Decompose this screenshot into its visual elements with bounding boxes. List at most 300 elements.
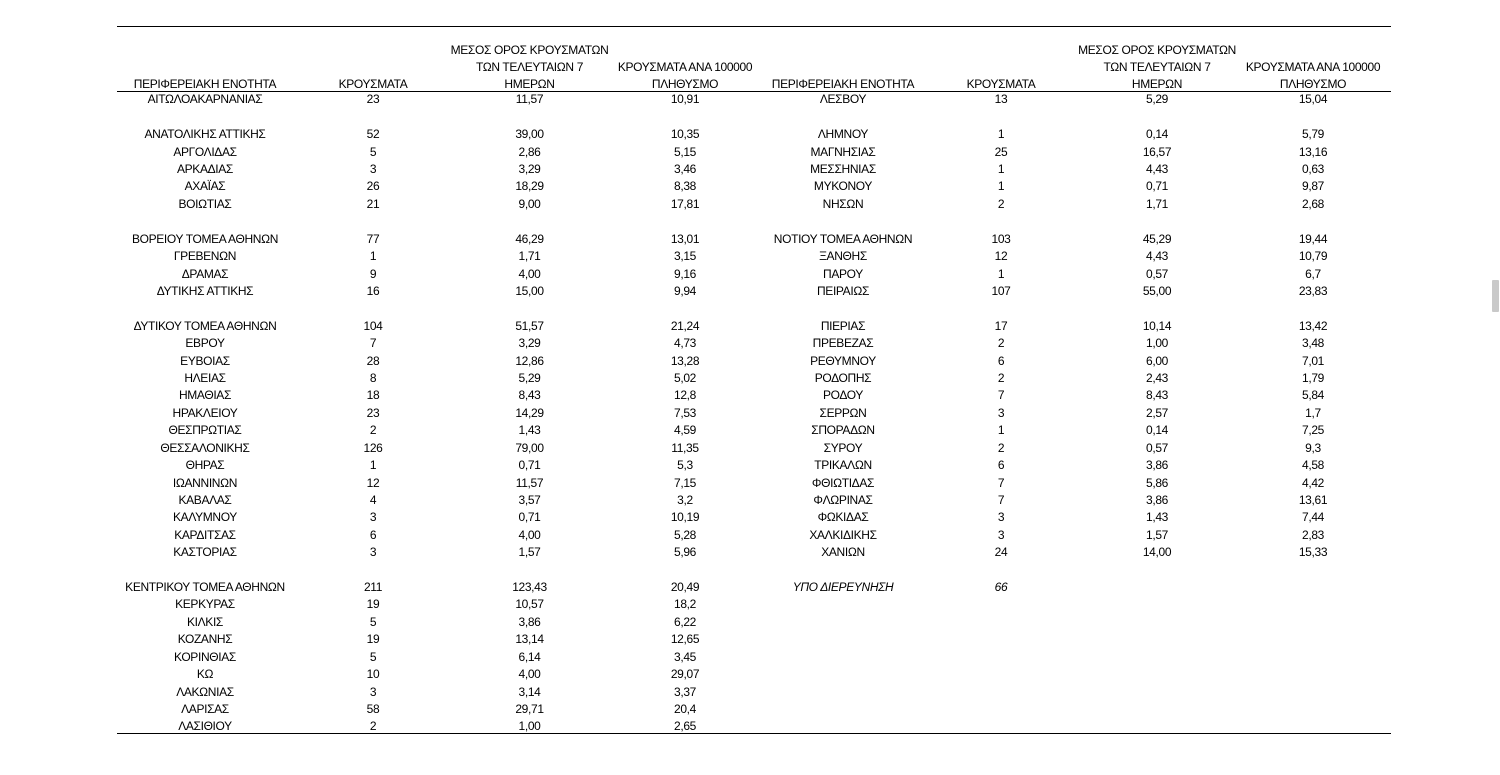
- table-row: [117, 126, 764, 143]
- per-100k-cell: 3,37: [674, 684, 696, 699]
- region-name-cell: ΡΟΔΟΥ: [822, 388, 864, 403]
- cases-cell: 5: [369, 649, 377, 664]
- cases-cell: 2: [997, 196, 1005, 211]
- region-name-cell: ΚΕΡΚΥΡΑΣ: [175, 597, 235, 612]
- region-name-cell: ΙΩΑΝΝΙΝΩΝ: [172, 475, 238, 490]
- table-row: [117, 701, 764, 718]
- seven-day-average-cell: 8,43: [1146, 388, 1168, 403]
- region-name-cell: ΦΛΩΡΙΝΑΣ: [813, 492, 873, 507]
- seven-day-average-cell: 51,57: [515, 318, 544, 333]
- left-rows: [117, 0, 764, 775]
- table-row: [117, 596, 764, 613]
- cases-cell: 2: [369, 423, 377, 438]
- table-row: [764, 492, 1392, 509]
- cases-cell: 7: [997, 492, 1005, 507]
- per-100k-cell: 8,38: [674, 179, 696, 194]
- cases-cell: 107: [991, 283, 1011, 298]
- table-row: [764, 248, 1392, 265]
- region-name-cell: ΚΑΡΔΙΤΣΑΣ: [174, 527, 236, 542]
- region-name-cell: ΚΙΛΚΙΣ: [186, 614, 223, 629]
- per-100k-cell: 10,35: [670, 127, 700, 142]
- seven-day-average-cell: 2,57: [1146, 405, 1168, 420]
- table-row: [764, 91, 1392, 108]
- region-name-cell: ΘΕΣΠΡΩΤΙΑΣ: [168, 423, 242, 438]
- cases-cell: 3: [369, 684, 377, 699]
- per-100k-cell: 2,83: [1302, 527, 1324, 542]
- table-row: [117, 318, 764, 335]
- cases-cell: 8: [369, 371, 377, 386]
- region-name-cell: ΠΕΙΡΑΙΩΣ: [816, 283, 870, 298]
- per-100k-cell: 5,79: [1302, 127, 1324, 142]
- cases-cell: 1: [369, 458, 377, 473]
- table-row: [117, 666, 764, 683]
- seven-day-average-cell: 9,00: [518, 196, 541, 211]
- per-100k-cell: 21,24: [670, 318, 700, 333]
- table-row: [117, 266, 764, 283]
- region-name-cell: ΔΥΤΙΚΟΥ ΤΟΜΕΑ ΑΘΗΝΩΝ: [133, 318, 277, 333]
- region-name-cell: ΣΥΡΟΥ: [823, 440, 863, 455]
- cases-cell: 24: [994, 545, 1008, 560]
- seven-day-average-cell: 1,43: [518, 423, 541, 438]
- seven-day-average-cell: 0,14: [1146, 127, 1168, 142]
- region-name-cell: ΡΕΘΥΜΝΟΥ: [810, 353, 876, 368]
- scrollbar-thumb[interactable]: [1492, 280, 1499, 312]
- table-row: [764, 440, 1392, 457]
- cases-cell: 13: [994, 92, 1008, 107]
- seven-day-average-cell: 1,57: [1146, 527, 1168, 542]
- table-row: [764, 353, 1392, 370]
- seven-day-average-cell: 0,71: [518, 510, 541, 525]
- region-name-cell: ΧΑΛΚΙΔΙΚΗΣ: [809, 527, 877, 542]
- region-name-cell: ΝΗΣΩΝ: [822, 196, 864, 211]
- region-name-cell: ΑΙΤΩΛΟΑΚΑΡΝΑΝΙΑΣ: [147, 92, 263, 107]
- per-100k-cell: 12,8: [674, 388, 696, 403]
- left-table-block: [117, 0, 764, 775]
- table-row: [764, 126, 1392, 143]
- per-100k-cell: 15,04: [1298, 92, 1328, 107]
- cases-cell: 1: [997, 161, 1005, 176]
- table-row: [117, 405, 764, 422]
- per-100k-cell: 5,15: [674, 144, 696, 159]
- region-name-cell: ΚΕΝΤΡΙΚΟΥ ΤΟΜΕΑ ΑΘΗΝΩΝ: [125, 580, 285, 595]
- seven-day-average-cell: 1,00: [518, 719, 541, 734]
- seven-day-average-cell: 6,00: [1146, 353, 1168, 368]
- cases-cell: 3: [997, 510, 1005, 525]
- seven-day-average-cell: 3,86: [1146, 458, 1168, 473]
- region-name-cell: ΦΩΚΙΔΑΣ: [817, 510, 869, 525]
- header-line: ΚΡΟΥΣΜΑΤΑ ΑΝΑ 100000: [1245, 59, 1381, 74]
- region-name-cell: ΕΒΡΟΥ: [185, 336, 225, 351]
- table-row: [764, 335, 1392, 352]
- cases-cell: 2: [997, 371, 1005, 386]
- seven-day-average-cell: 4,00: [518, 667, 541, 682]
- seven-day-average-cell: 0,71: [1146, 179, 1168, 194]
- region-name-cell: ΑΝΑΤΟΛΙΚΗΣ ΑΤΤΙΚΗΣ: [144, 127, 266, 142]
- table-row: [117, 161, 764, 178]
- seven-day-average-cell: 6,14: [518, 649, 541, 664]
- seven-day-average-cell: 4,00: [518, 527, 541, 542]
- table-row: [117, 631, 764, 648]
- table-row: [117, 457, 764, 474]
- cases-cell: 77: [366, 231, 380, 246]
- seven-day-average-cell: 10,57: [515, 597, 544, 612]
- per-100k-cell: 29,07: [670, 667, 700, 682]
- seven-day-average-cell: 79,00: [515, 440, 544, 455]
- region-name-cell: ΛΑΣΙΘΙΟΥ: [178, 719, 232, 734]
- region-name-cell: ΚΟΡΙΝΘΙΑΣ: [174, 649, 236, 664]
- seven-day-average-cell: 14,00: [1142, 545, 1172, 560]
- region-name-cell: ΠΑΡΟΥ: [823, 266, 863, 281]
- region-name-cell: ΗΜΑΘΙΑΣ: [178, 388, 232, 403]
- table-row: [764, 457, 1392, 474]
- seven-day-average-cell: 0,71: [518, 458, 541, 473]
- right-rows: [764, 0, 1392, 775]
- under-investigation-label: ΥΠΟ ΔΙΕΡΕΥΝΗΣΗ: [792, 580, 894, 595]
- cases-cell: 58: [366, 702, 380, 716]
- under-investigation-cases: 66: [994, 580, 1008, 595]
- header-line: ΤΩΝ ΤΕΛΕΥΤΑΙΩΝ 7: [1103, 59, 1211, 74]
- table-row: [117, 248, 764, 265]
- per-100k-cell: 7,44: [1302, 510, 1324, 525]
- per-100k-cell: 4,58: [1302, 458, 1324, 473]
- per-100k-cell: 6,7: [1305, 266, 1321, 281]
- table-row: [117, 614, 764, 631]
- region-name-cell: ΔΡΑΜΑΣ: [181, 266, 229, 281]
- region-name-cell: ΒΟΙΩΤΙΑΣ: [178, 196, 232, 211]
- header-line: ΠΛΗΘΥΣΜΟ: [1279, 76, 1347, 91]
- per-100k-cell: 4,73: [674, 336, 696, 351]
- region-name-cell: ΚΟΖΑΝΗΣ: [177, 632, 233, 647]
- seven-day-average-cell: 13,14: [515, 632, 544, 647]
- header-line: ΗΜΕΡΩΝ: [504, 76, 555, 91]
- per-100k-cell: 13,01: [670, 231, 700, 246]
- region-name-cell: ΠΡΕΒΕΖΑΣ: [812, 336, 874, 351]
- per-100k-cell: 20,4: [674, 702, 696, 716]
- region-name-cell: ΘΕΣΣΑΛΟΝΙΚΗΣ: [160, 440, 250, 455]
- seven-day-average-cell: 2,43: [1146, 371, 1168, 386]
- seven-day-average-cell: 2,86: [518, 144, 541, 159]
- cases-cell: 3: [997, 405, 1005, 420]
- table-row: [764, 231, 1392, 248]
- region-name-cell: ΦΘΙΩΤΙΔΑΣ: [811, 475, 875, 490]
- cases-cell: 126: [363, 440, 383, 455]
- per-100k-cell: 5,96: [674, 545, 696, 560]
- per-100k-cell: 12,65: [670, 632, 700, 647]
- seven-day-average-cell: 3,86: [1146, 492, 1168, 507]
- per-100k-cell: 7,53: [674, 405, 696, 420]
- per-100k-cell: 0,63: [1302, 161, 1324, 176]
- table-row: [764, 370, 1392, 387]
- per-100k-cell: 2,68: [1302, 196, 1324, 211]
- cases-cell: 7: [997, 475, 1005, 490]
- seven-day-average-cell: 4,00: [518, 266, 541, 281]
- per-100k-cell: 10,91: [670, 92, 700, 107]
- seven-day-average-cell: 55,00: [1142, 283, 1172, 298]
- region-name-cell: ΚΑΣΤΟΡΙΑΣ: [173, 545, 237, 560]
- per-100k-cell: 15,33: [1298, 545, 1328, 560]
- cases-cell: 104: [363, 318, 383, 333]
- per-100k-cell: 3,46: [674, 161, 696, 176]
- per-100k-cell: 7,01: [1302, 353, 1324, 368]
- cases-cell: 1: [997, 266, 1005, 281]
- cases-cell: 3: [369, 545, 377, 560]
- region-name-cell: ΘΗΡΑΣ: [185, 458, 225, 473]
- cases-cell: 12: [994, 249, 1008, 264]
- seven-day-average-cell: 1,57: [518, 545, 541, 560]
- region-name-cell: ΕΥΒΟΙΑΣ: [180, 353, 230, 368]
- per-100k-cell: 3,48: [1302, 336, 1324, 351]
- right-table-block: [764, 0, 1392, 775]
- table-row: [117, 509, 764, 526]
- table-row: [764, 387, 1392, 404]
- seven-day-average-cell: 29,71: [515, 702, 544, 716]
- per-100k-cell: 6,22: [674, 614, 696, 629]
- per-100k-cell: 20,49: [670, 580, 700, 595]
- table-row: [764, 144, 1392, 161]
- table-row: [117, 649, 764, 666]
- table-row: [764, 196, 1392, 213]
- per-100k-cell: 1,79: [1302, 371, 1324, 386]
- seven-day-average-cell: 5,86: [1146, 475, 1168, 490]
- header-line: ΚΡΟΥΣΜΑΤΑ ΑΝΑ 100000: [617, 59, 753, 74]
- cases-cell: 18: [366, 388, 380, 403]
- cases-cell: 25: [994, 144, 1008, 159]
- region-name-cell: ΠΙΕΡΙΑΣ: [820, 318, 866, 333]
- region-name-cell: ΛΑΚΩΝΙΑΣ: [176, 684, 234, 699]
- header-line: ΠΕΡΙΦΕΡΕΙΑΚΗ ΕΝΟΤΗΤΑ: [133, 76, 277, 91]
- seven-day-average-cell: 3,29: [518, 336, 541, 351]
- cases-cell: 1: [997, 127, 1005, 142]
- cases-cell: 5: [369, 144, 377, 159]
- cases-cell: 16: [366, 283, 380, 298]
- seven-day-average-cell: 46,29: [515, 231, 544, 246]
- region-name-cell: ΛΕΣΒΟΥ: [819, 92, 867, 107]
- region-name-cell: ΗΡΑΚΛΕΙΟΥ: [172, 405, 238, 420]
- table-row: [117, 579, 764, 596]
- cases-cell: 2: [997, 440, 1005, 455]
- seven-day-average-cell: 11,57: [515, 92, 544, 107]
- region-name-cell: ΒΟΡΕΙΟΥ ΤΟΜΕΑ ΑΘΗΝΩΝ: [131, 231, 279, 246]
- per-100k-cell: 10,19: [670, 510, 700, 525]
- cases-cell: 1: [369, 249, 377, 264]
- per-100k-cell: 9,3: [1305, 440, 1321, 455]
- table-row: [117, 387, 764, 404]
- seven-day-average-cell: 3,86: [518, 614, 541, 629]
- cases-cell: 23: [366, 92, 380, 107]
- cases-cell: 10: [366, 667, 380, 682]
- vertical-scrollbar[interactable]: [1488, 0, 1500, 775]
- table-row: [117, 231, 764, 248]
- table-row: [117, 527, 764, 544]
- table-row: [764, 318, 1392, 335]
- region-name-cell: ΚΑΒΑΛΑΣ: [178, 492, 232, 507]
- per-100k-cell: 5,84: [1302, 388, 1324, 403]
- region-name-cell: ΣΕΡΡΩΝ: [819, 405, 867, 420]
- region-name-cell: ΤΡΙΚΑΛΩΝ: [814, 458, 872, 473]
- seven-day-average-cell: 1,00: [1146, 336, 1168, 351]
- seven-day-average-cell: 8,43: [518, 388, 541, 403]
- per-100k-cell: 13,61: [1298, 492, 1328, 507]
- table-row: [117, 440, 764, 457]
- seven-day-average-cell: 15,00: [515, 283, 544, 298]
- per-100k-cell: 5,28: [674, 527, 696, 542]
- cases-cell: 103: [991, 231, 1011, 246]
- table-row: [764, 178, 1392, 195]
- table-row: [117, 422, 764, 439]
- seven-day-average-cell: 39,00: [515, 127, 544, 142]
- per-100k-cell: 9,87: [1302, 179, 1324, 194]
- per-100k-cell: 2,65: [674, 719, 696, 734]
- cases-cell: 4: [369, 492, 377, 507]
- cases-cell: 7: [369, 336, 377, 351]
- header-line: ΜΕΣΟΣ ΟΡΟΣ ΚΡΟΥΣΜΑΤΩΝ: [450, 42, 609, 57]
- under-investigation-row: [764, 579, 1080, 596]
- seven-day-average-cell: 123,43: [512, 580, 547, 595]
- cases-cell: 211: [363, 580, 383, 595]
- region-name-cell: ΑΡΓΟΛΙΔΑΣ: [173, 144, 237, 159]
- per-100k-cell: 5,3: [677, 458, 693, 473]
- table-row: [117, 283, 764, 300]
- seven-day-average-cell: 3,29: [518, 161, 541, 176]
- cases-cell: 19: [366, 597, 380, 612]
- per-100k-cell: 3,15: [674, 249, 696, 264]
- region-name-cell: ΛΑΡΙΣΑΣ: [181, 702, 229, 716]
- per-100k-cell: 3,45: [674, 649, 696, 664]
- seven-day-average-cell: 0,14: [1146, 423, 1168, 438]
- table-row: [117, 91, 764, 108]
- cases-cell: 26: [366, 179, 380, 194]
- cases-cell: 19: [366, 632, 380, 647]
- cases-cell: 7: [997, 388, 1005, 403]
- table-row: [764, 422, 1392, 439]
- seven-day-average-cell: 0,57: [1146, 266, 1168, 281]
- per-100k-cell: 10,79: [1298, 249, 1328, 264]
- table-row: [117, 353, 764, 370]
- table-row: [764, 475, 1392, 492]
- seven-day-average-cell: 4,43: [1146, 249, 1168, 264]
- per-100k-cell: 19,44: [1298, 231, 1328, 246]
- table-row: [764, 527, 1392, 544]
- region-name-cell: ΚΑΛΥΜΝΟΥ: [173, 510, 237, 525]
- header-line: ΗΜΕΡΩΝ: [1131, 76, 1183, 91]
- region-name-cell: ΛΗΜΝΟΥ: [817, 127, 869, 142]
- cases-cell: 9: [369, 266, 377, 281]
- table-row: [764, 283, 1392, 300]
- per-100k-cell: 1,7: [1305, 405, 1321, 420]
- seven-day-average-cell: 4,43: [1146, 161, 1168, 176]
- region-name-cell: ΝΟΤΙΟΥ ΤΟΜΕΑ ΑΘΗΝΩΝ: [773, 231, 913, 246]
- cases-cell: 12: [366, 475, 380, 490]
- cases-cell: 6: [369, 527, 377, 542]
- per-100k-cell: 23,83: [1298, 283, 1328, 298]
- region-name-cell: ΜΑΓΝΗΣΙΑΣ: [810, 144, 876, 159]
- header-line: ΜΕΣΟΣ ΟΡΟΣ ΚΡΟΥΣΜΑΤΩΝ: [1078, 42, 1236, 57]
- cases-cell: 2: [369, 719, 377, 734]
- per-100k-cell: 4,42: [1302, 475, 1324, 490]
- seven-day-average-cell: 45,29: [1142, 231, 1172, 246]
- per-100k-cell: 5,02: [674, 371, 696, 386]
- cases-cell: 17: [994, 318, 1008, 333]
- per-100k-cell: 9,94: [674, 283, 696, 298]
- per-100k-cell: 4,59: [674, 423, 696, 438]
- seven-day-average-cell: 12,86: [515, 353, 544, 368]
- table-row: [117, 144, 764, 161]
- region-name-cell: ΚΩ: [196, 667, 214, 682]
- region-name-cell: ΡΟΔΟΠΗΣ: [814, 371, 872, 386]
- cases-cell: 52: [366, 127, 380, 142]
- seven-day-average-cell: 3,14: [518, 684, 541, 699]
- cases-cell: 2: [997, 336, 1005, 351]
- region-name-cell: ΗΛΕΙΑΣ: [184, 371, 226, 386]
- table-row: [764, 405, 1392, 422]
- region-name-cell: ΑΧΑΪΑΣ: [184, 179, 226, 194]
- cases-cell: 1: [997, 423, 1005, 438]
- cases-cell: 28: [366, 353, 380, 368]
- table-row: [117, 335, 764, 352]
- seven-day-average-cell: 16,57: [1142, 144, 1172, 159]
- seven-day-average-cell: 11,57: [515, 475, 544, 490]
- region-name-cell: ΣΠΟΡΑΔΩΝ: [811, 423, 875, 438]
- region-name-cell: ΧΑΝΙΩΝ: [821, 545, 865, 560]
- header-line: ΠΕΡΙΦΕΡΕΙΑΚΗ ΕΝΟΤΗΤΑ: [771, 76, 915, 91]
- table-row: [117, 475, 764, 492]
- table-row: [117, 178, 764, 195]
- cases-cell: 3: [369, 510, 377, 525]
- table-row: [117, 370, 764, 387]
- seven-day-average-cell: 18,29: [515, 179, 544, 194]
- cases-cell: 23: [366, 405, 380, 420]
- table-row: [117, 544, 764, 561]
- region-name-cell: ΞΑΝΘΗΣ: [819, 249, 867, 264]
- region-name-cell: ΜΥΚΟΝΟΥ: [813, 179, 873, 194]
- table-row: [117, 684, 764, 701]
- header-line: ΚΡΟΥΣΜΑΤΑ: [966, 76, 1036, 91]
- cases-cell: 6: [997, 353, 1005, 368]
- header-line: ΚΡΟΥΣΜΑΤΑ: [338, 76, 408, 91]
- per-100k-cell: 3,2: [677, 492, 693, 507]
- region-name-cell: ΔΥΤΙΚΗΣ ΑΤΤΙΚΗΣ: [156, 283, 254, 298]
- seven-day-average-cell: 0,57: [1146, 440, 1168, 455]
- table-row: [764, 544, 1392, 561]
- seven-day-average-cell: 10,14: [1142, 318, 1172, 333]
- cases-cell: 3: [369, 161, 377, 176]
- cases-cell: 6: [997, 458, 1005, 473]
- per-100k-cell: 18,2: [674, 597, 696, 612]
- per-100k-cell: 7,15: [674, 475, 696, 490]
- header-line: ΠΛΗΘΥΣΜΟ: [651, 76, 719, 91]
- cases-cell: 1: [997, 179, 1005, 194]
- table-row: [117, 196, 764, 213]
- seven-day-average-cell: 1,71: [518, 249, 541, 264]
- per-100k-cell: 13,42: [1298, 318, 1328, 333]
- per-100k-cell: 13,28: [670, 353, 700, 368]
- seven-day-average-cell: 14,29: [515, 405, 544, 420]
- table-row: [117, 492, 764, 509]
- table-row: [764, 266, 1392, 283]
- per-100k-cell: 11,35: [671, 440, 699, 455]
- cases-cell: 21: [366, 196, 380, 211]
- per-100k-cell: 9,16: [674, 266, 696, 281]
- region-name-cell: ΑΡΚΑΔΙΑΣ: [177, 161, 233, 176]
- table-row: [764, 509, 1392, 526]
- seven-day-average-cell: 5,29: [1146, 92, 1168, 107]
- region-name-cell: ΜΕΣΣΗΝΙΑΣ: [810, 161, 876, 176]
- header-line: ΤΩΝ ΤΕΛΕΥΤΑΙΩΝ 7: [475, 59, 584, 74]
- seven-day-average-cell: 1,43: [1146, 510, 1168, 525]
- seven-day-average-cell: 1,71: [1146, 196, 1168, 211]
- per-100k-cell: 13,16: [1298, 144, 1328, 159]
- seven-day-average-cell: 3,57: [518, 492, 541, 507]
